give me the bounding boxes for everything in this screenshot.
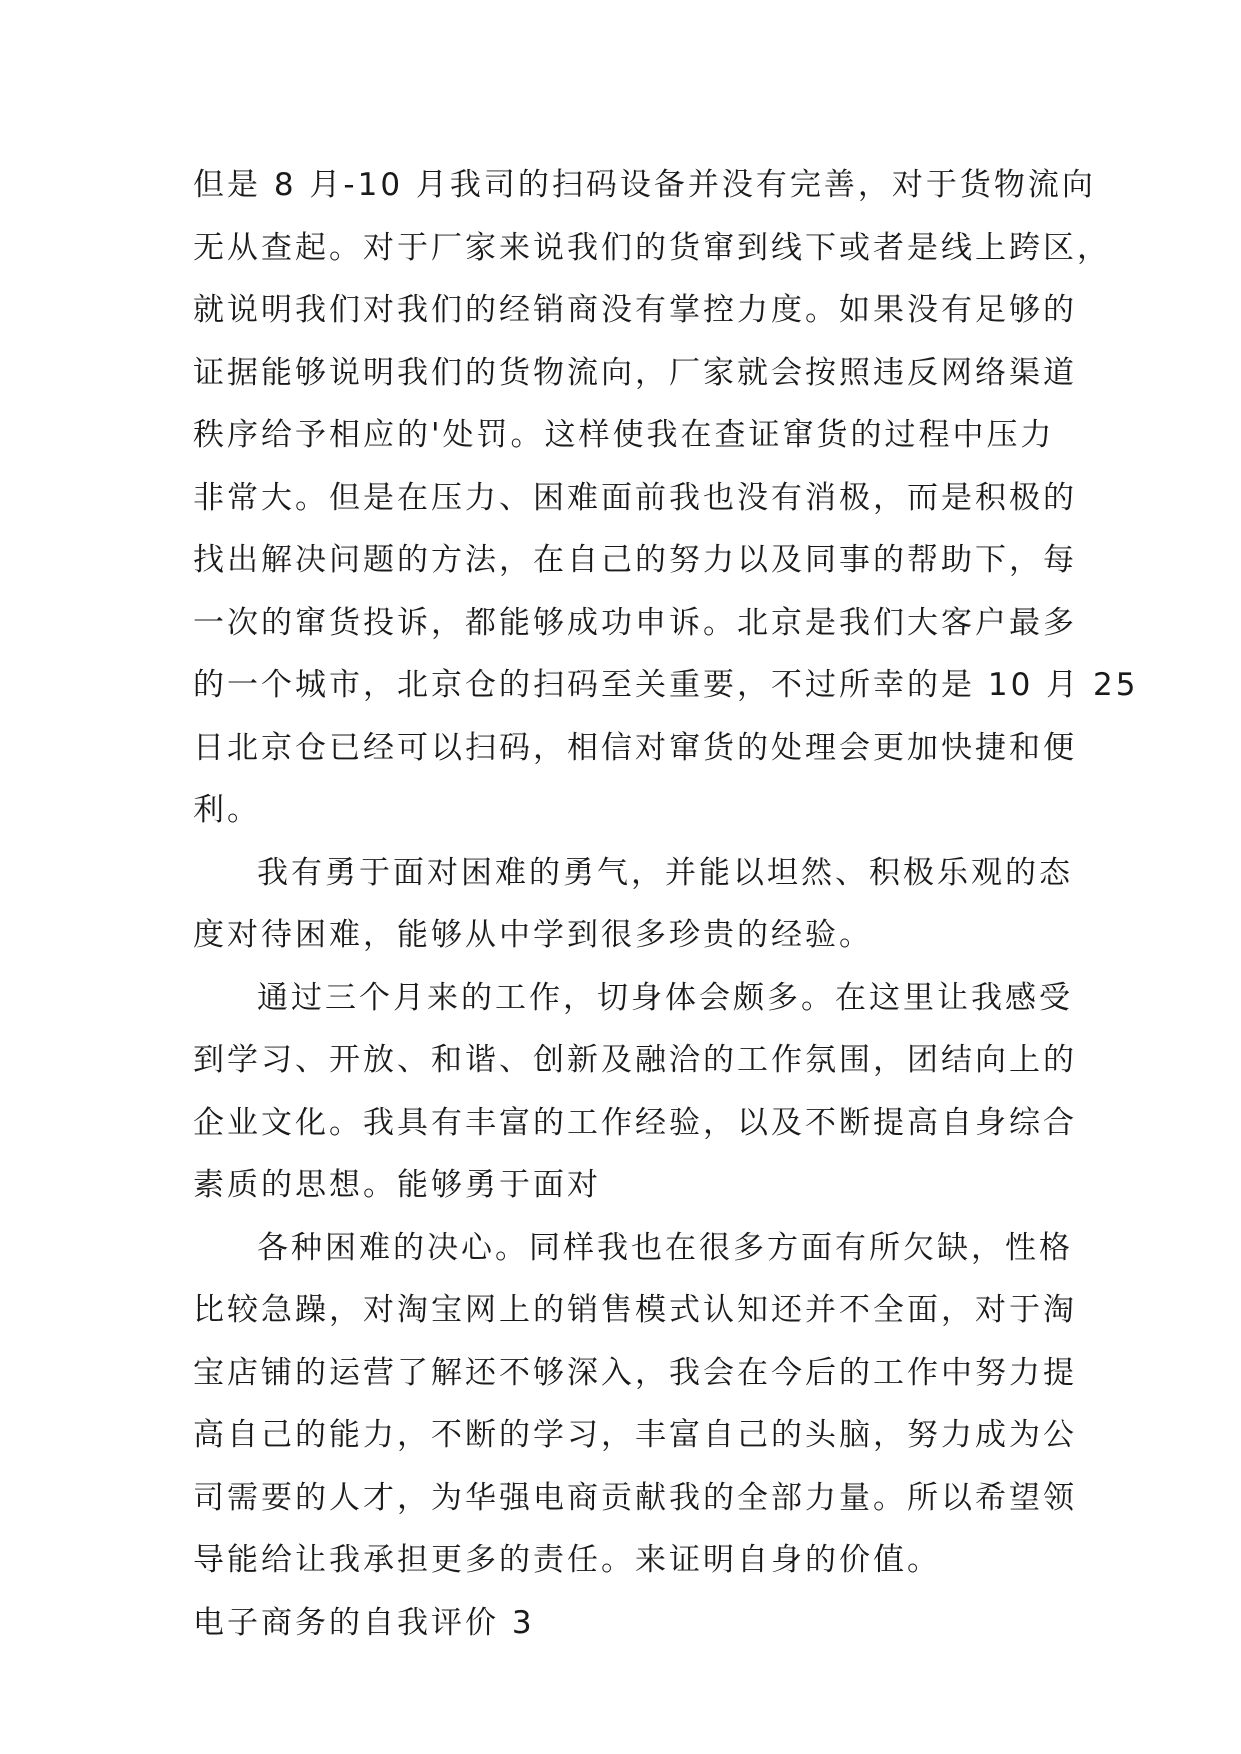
text-line: 比较急躁，对淘宝网上的销售模式认知还并不全面，对于淘 [193,1292,1077,1328]
document-body [193,154,1139,1654]
paragraph-start-line: 通过三个月来的工作，切身体会颇多。在这里让我感受 [257,979,1073,1016]
paragraph-start-line: 各种困难的决心。同样我也在很多方面有所欠缺，性格 [257,1229,1073,1266]
section-heading: 电子商务的自我评价 3 [193,1604,535,1641]
text-line: 就说明我们对我们的经销商没有掌控力度。如果没有足够的 [193,292,1077,328]
text-line: 非常大。但是在压力、困难面前我也没有消极，而是积极的 [193,479,1077,516]
text-line: 司需要的人才，为华强电商贡献我的全部力量。所以希望领 [193,1479,1077,1516]
paragraph-start-line: 我有勇于面对困难的勇气，并能以坦然、积极乐观的态 [257,854,1073,891]
text-line: 无从查起。对于厂家来说我们的货窜到线下或者是线上跨区， [193,229,1111,266]
text-line: 到学习、开放、和谐、创新及融洽的工作氛围，团结向上的 [193,1042,1077,1078]
text-line: 利。 [193,792,261,828]
text-line: 素质的思想。能够勇于面对 [193,1167,601,1203]
text-line: 高自己的能力，不断的学习，丰富自己的头脑，努力成为公 [193,1417,1077,1453]
text-line: 度对待困难，能够从中学到很多珍贵的经验。 [193,917,873,953]
text-line: 的一个城市，北京仓的扫码至关重要，不过所幸的是 10 月 25 [193,667,1139,703]
text-line: 但是 8 月-10 月我司的扫码设备并没有完善，对于货物流向 [193,167,1096,203]
text-line: 日北京仓已经可以扫码，相信对窜货的处理会更加快捷和便 [193,729,1077,766]
text-line: 一次的窜货投诉，都能够成功申诉。北京是我们大客户最多 [193,604,1077,641]
text-line: 找出解决问题的方法，在自己的努力以及同事的帮助下，每 [193,542,1077,578]
text-line: 秩序给予相应的'处罚。这样使我在查证窜货的过程中压力 [193,417,1055,453]
text-line: 证据能够说明我们的货物流向，厂家就会按照违反网络渠道 [193,354,1077,391]
text-line: 宝店铺的运营了解还不够深入，我会在今后的工作中努力提 [193,1354,1077,1391]
text-line: 企业文化。我具有丰富的工作经验，以及不断提高自身综合 [193,1104,1077,1141]
text-line: 导能给让我承担更多的责任。来证明自身的价值。 [193,1542,941,1578]
